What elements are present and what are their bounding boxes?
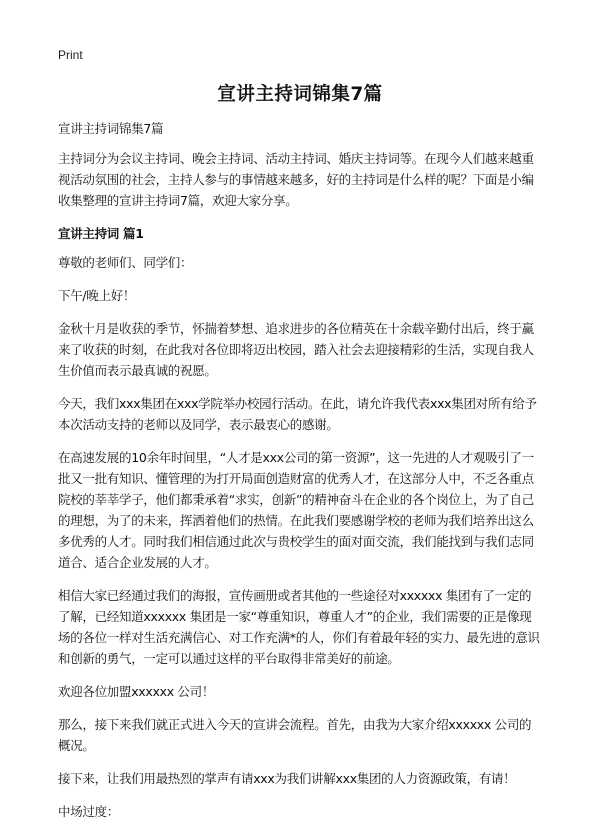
document-body <box>58 118 542 834</box>
paragraph-welcome: 欢迎各位加盟xxxxxx 公司！ <box>58 684 215 699</box>
paragraph-season: 金秋十月是收获的季节，怀揣着梦想、追求进步的各位精英在十余载辛勤付出后，终于赢来了收获的时刻，在此我对各位即将迈出校园，踏入社会去迎接精彩的生活，实现自我人生价值而表示最真诚的祝愿。 <box>58 321 534 378</box>
paragraph-today: 今天，我们xxx集团在xxx学院举办校园行活动。在此，请允许我代表xxx集团对所有给予本次活动支持的老师以及同学，表示最衷心的感谢。 <box>58 396 537 432</box>
print-label: Print <box>58 48 83 62</box>
paragraph-intermission: 中场过度： <box>58 804 120 819</box>
section-heading: 宣讲主持词 篇1 <box>58 226 144 241</box>
paragraph-hr-policy: 接下来，让我们用最热烈的掌声有请xxx为我们讲解xxx集团的人力资源政策，有请！ <box>58 771 516 786</box>
intro-paragraph: 主持词分为会议主持词、晚会主持词、活动主持词、婚庆主持词等。在现今人们越来越重视活动氛围的社会，主持人参与的事情越来越多，好的主持词是什么样的呢？下面是小编收集整理的宣讲主持词7篇，欢迎大家分享。 <box>58 151 534 208</box>
paragraph-talent: 在高速发展的10余年时间里，“人才是xxx公司的第一资源”，这一先进的人才观吸引了一批又一批有知识、懂管理的为打开局面创造财富的优秀人才，在这部分人中，不乏各重点院校的莘莘学子，他们都秉承着“求实，创新”的精神奋斗在企业的各个岗位上，为了自己的理想，为了的未来，挥洒着他们的热情。在此我们要感谢学校的老师为我们培养出这么多优秀的人才。同时我们相信通过此次与贵校学生的面对面交流，我们能找到与我们志同道合、适合企业发展的人才。 <box>58 450 534 570</box>
paragraph-salutation: 尊敬的老师们、同学们： <box>58 255 193 270</box>
paragraph-process: 那么，接下来我们就正式进入今天的宣讲会流程。首先，由我为大家介绍xxxxxx 公司的概况。 <box>58 717 532 753</box>
document-title: 宣讲主持词锦集7篇 <box>217 84 383 105</box>
paragraph-poster: 相信大家已经通过我们的海报，宣传画册或者其他的一些途径对xxxxxx 集团有了一定的了解，已经知道xxxxxx 集团是一家“尊重知识，尊重人才”的企业，我们需要的正是像现场的各位一样对生活充满信心、对工作充满*的人，你们有着最年轻的实力、最先进的意识和创新的勇气，一定可以通过这样的平台取得非常美好的前途。 <box>58 588 540 666</box>
document-subtitle: 宣讲主持词锦集7篇 <box>58 121 164 136</box>
paragraph-greeting: 下午/晚上好！ <box>58 288 136 303</box>
